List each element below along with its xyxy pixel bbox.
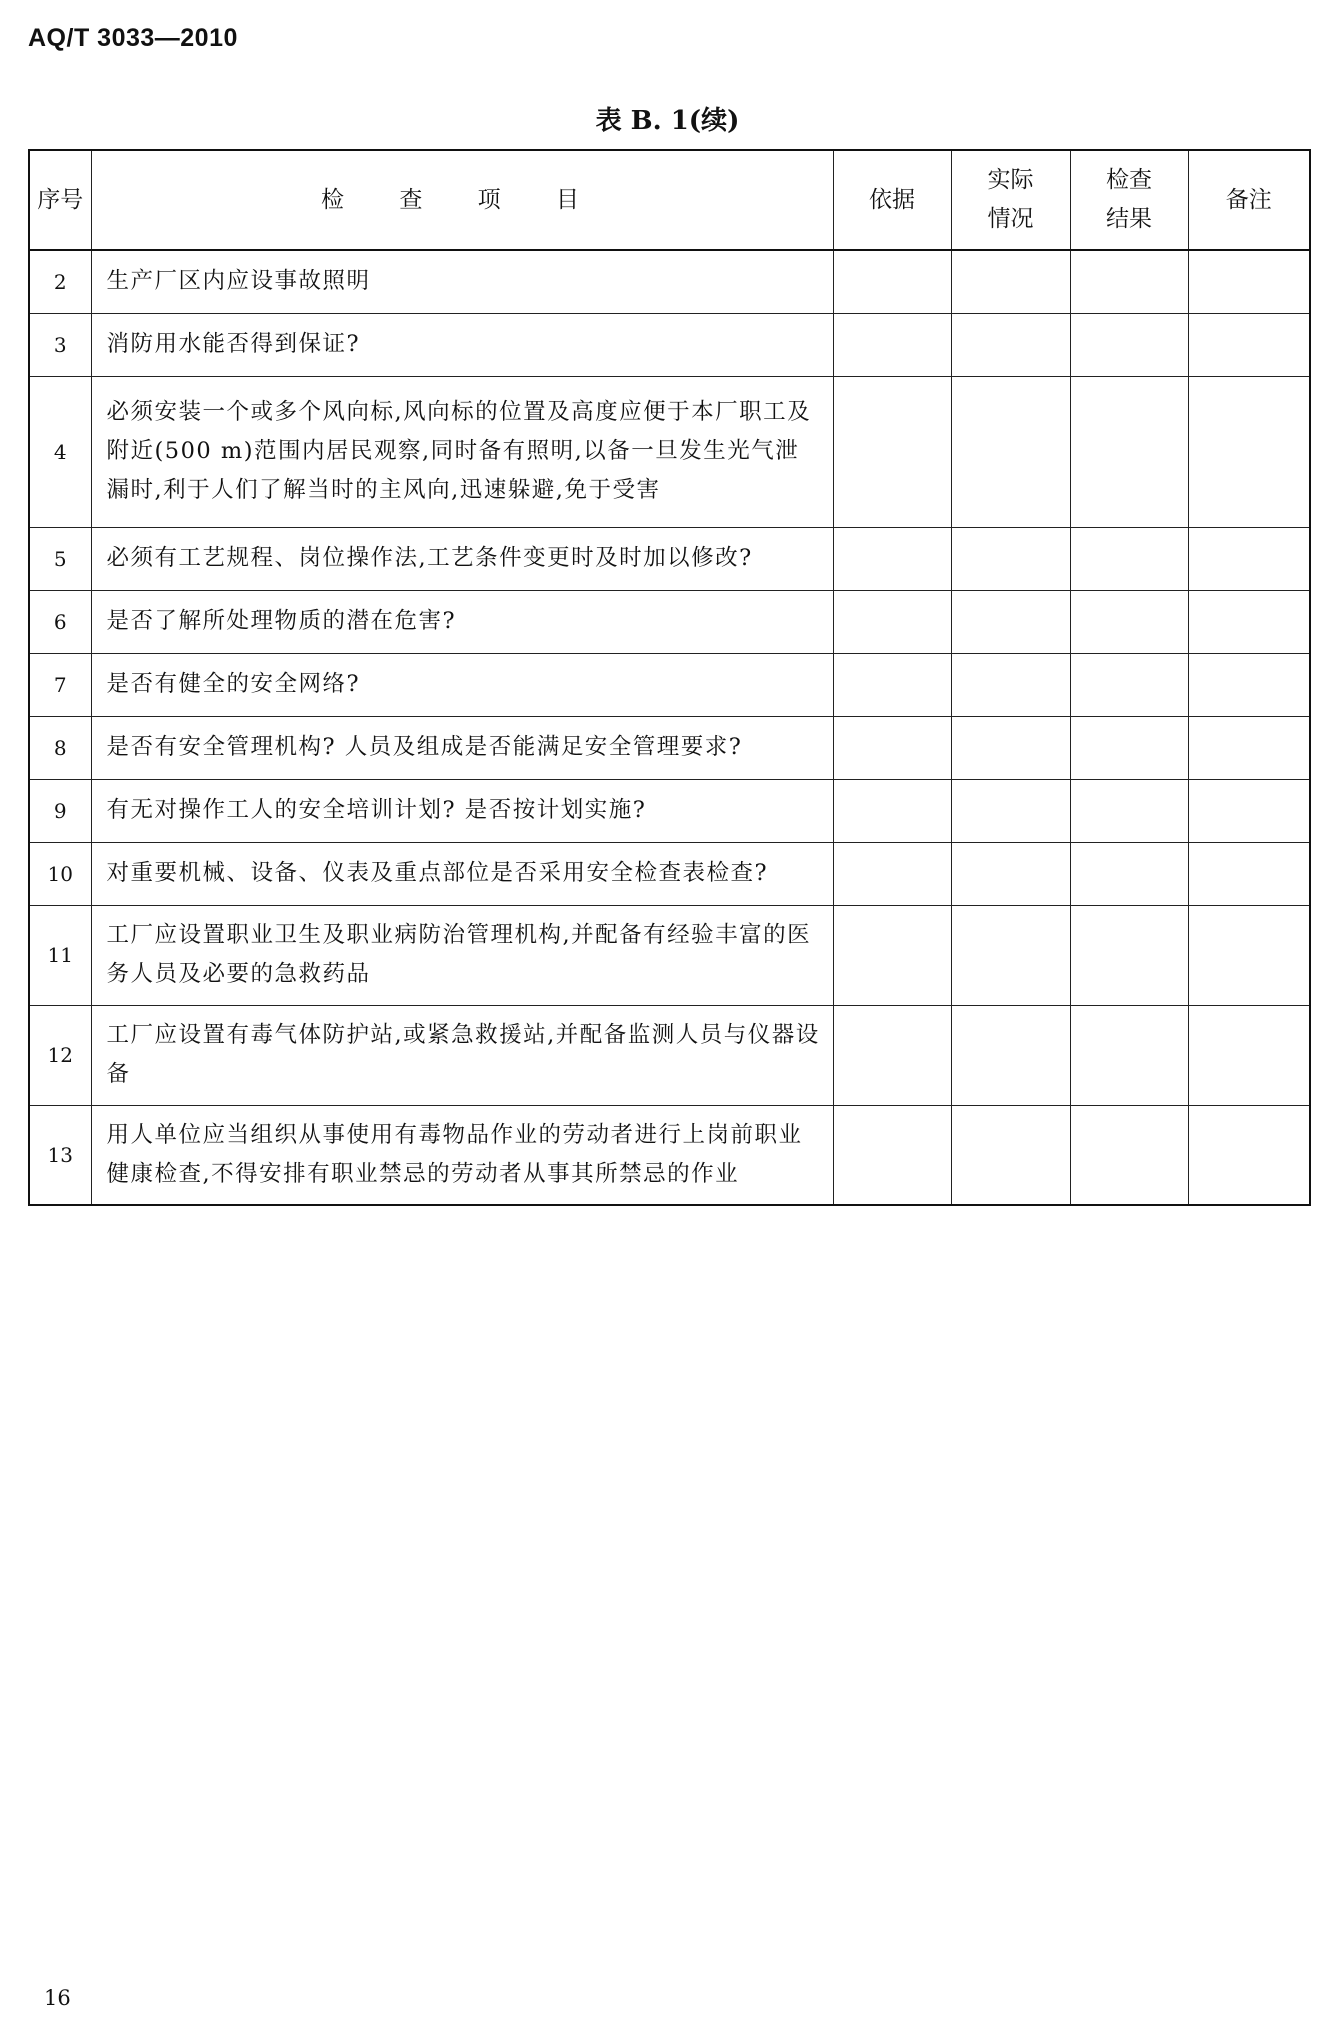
- result-cell: [1070, 779, 1188, 842]
- result-cell: [1070, 527, 1188, 590]
- row-item-text: 工厂应设置职业卫生及职业病防治管理机构,并配备有经验丰富的医务人员及必要的急救药品: [91, 905, 833, 1005]
- row-item-text: 工厂应设置有毒气体防护站,或紧急救援站,并配备监测人员与仪器设备: [91, 1005, 833, 1105]
- result-cell: [1070, 250, 1188, 313]
- row-number: 12: [29, 1005, 91, 1105]
- result-cell: [1070, 590, 1188, 653]
- remark-cell: [1188, 779, 1310, 842]
- basis-cell: [833, 250, 951, 313]
- result-cell: [1070, 716, 1188, 779]
- table-row: [29, 716, 1310, 779]
- actual-cell: [951, 376, 1070, 527]
- table-row: [29, 590, 1310, 653]
- row-item-text: 生产厂区内应设事故照明: [91, 250, 833, 313]
- table-row: [29, 653, 1310, 716]
- row-item-text: 消防用水能否得到保证?: [91, 313, 833, 376]
- row-number: 13: [29, 1105, 91, 1205]
- actual-cell: [951, 1105, 1070, 1205]
- remark-cell: [1188, 250, 1310, 313]
- table-row: [29, 313, 1310, 376]
- result-cell: [1070, 842, 1188, 905]
- column-header-result: [1070, 150, 1188, 250]
- remark-cell: [1188, 1005, 1310, 1105]
- remark-cell: [1188, 842, 1310, 905]
- remark-cell: [1188, 527, 1310, 590]
- column-header-actual-line1: 实际: [987, 167, 1034, 193]
- column-header-result-line2: 结果: [1106, 206, 1152, 232]
- row-number: 5: [29, 527, 91, 590]
- basis-cell: [833, 1005, 951, 1105]
- row-number: 2: [29, 250, 91, 313]
- result-cell: [1070, 653, 1188, 716]
- document-code: AQ/T 3033—2010: [28, 24, 238, 52]
- remark-cell: [1188, 1105, 1310, 1205]
- table-row: [29, 1105, 1310, 1205]
- row-item-text: 是否有健全的安全网络?: [91, 653, 833, 716]
- actual-cell: [951, 1005, 1070, 1105]
- row-number: 4: [29, 376, 91, 527]
- basis-cell: [833, 376, 951, 527]
- column-header-item-label: 检 查 项 目: [321, 186, 603, 213]
- result-cell: [1070, 376, 1188, 527]
- row-item-text: 是否有安全管理机构? 人员及组成是否能满足安全管理要求?: [91, 716, 833, 779]
- remark-cell: [1188, 590, 1310, 653]
- actual-cell: [951, 653, 1070, 716]
- table-row: [29, 527, 1310, 590]
- basis-cell: [833, 905, 951, 1005]
- basis-cell: [833, 313, 951, 376]
- basis-cell: [833, 779, 951, 842]
- column-header-basis: 依据: [833, 150, 951, 250]
- row-item-text: 必须有工艺规程、岗位操作法,工艺条件变更时及时加以修改?: [91, 527, 833, 590]
- row-number: 11: [29, 905, 91, 1005]
- result-cell: [1070, 1005, 1188, 1105]
- row-number: 3: [29, 313, 91, 376]
- actual-cell: [951, 313, 1070, 376]
- table-row: [29, 905, 1310, 1005]
- row-number: 7: [29, 653, 91, 716]
- actual-cell: [951, 590, 1070, 653]
- column-header-seq: 序号: [29, 150, 91, 250]
- remark-cell: [1188, 716, 1310, 779]
- basis-cell: [833, 527, 951, 590]
- basis-cell: [833, 653, 951, 716]
- row-item-text: 用人单位应当组织从事使用有毒物品作业的劳动者进行上岗前职业健康检查,不得安排有职业禁忌的劳动者从事其所禁忌的作业: [91, 1105, 833, 1205]
- table-row: [29, 376, 1310, 527]
- basis-cell: [833, 716, 951, 779]
- basis-cell: [833, 1105, 951, 1205]
- page-number: 16: [44, 1986, 71, 2010]
- remark-cell: [1188, 905, 1310, 1005]
- actual-cell: [951, 250, 1070, 313]
- result-cell: [1070, 905, 1188, 1005]
- result-cell: [1070, 1105, 1188, 1205]
- actual-cell: [951, 527, 1070, 590]
- column-header-remark: 备注: [1188, 150, 1310, 250]
- actual-cell: [951, 716, 1070, 779]
- table-row: [29, 779, 1310, 842]
- actual-cell: [951, 842, 1070, 905]
- basis-cell: [833, 590, 951, 653]
- actual-cell: [951, 779, 1070, 842]
- row-item-text: 必须安装一个或多个风向标,风向标的位置及高度应便于本厂职工及附近(500 m)范围内居民观察,同时备有照明,以备一旦发生光气泄漏时,利于人们了解当时的主风向,迅速躲避,免于受害: [91, 376, 833, 527]
- column-header-result-line1: 检查: [1106, 167, 1152, 193]
- column-header-actual: [951, 150, 1070, 250]
- table-header-row: [29, 150, 1310, 250]
- row-item-text: 对重要机械、设备、仪表及重点部位是否采用安全检查表检查?: [91, 842, 833, 905]
- row-number: 8: [29, 716, 91, 779]
- table-title: 表 B. 1(续): [595, 106, 740, 136]
- inspection-checklist-table: [28, 149, 1311, 1206]
- table-row: [29, 842, 1310, 905]
- remark-cell: [1188, 376, 1310, 527]
- row-number: 6: [29, 590, 91, 653]
- remark-cell: [1188, 313, 1310, 376]
- row-number: 9: [29, 779, 91, 842]
- result-cell: [1070, 313, 1188, 376]
- row-number: 10: [29, 842, 91, 905]
- row-item-text: 有无对操作工人的安全培训计划? 是否按计划实施?: [91, 779, 833, 842]
- table-row: [29, 250, 1310, 313]
- row-item-text: 是否了解所处理物质的潜在危害?: [91, 590, 833, 653]
- column-header-actual-line2: 情况: [987, 206, 1034, 232]
- actual-cell: [951, 905, 1070, 1005]
- remark-cell: [1188, 653, 1310, 716]
- column-header-item: [91, 150, 833, 250]
- basis-cell: [833, 842, 951, 905]
- table-row: [29, 1005, 1310, 1105]
